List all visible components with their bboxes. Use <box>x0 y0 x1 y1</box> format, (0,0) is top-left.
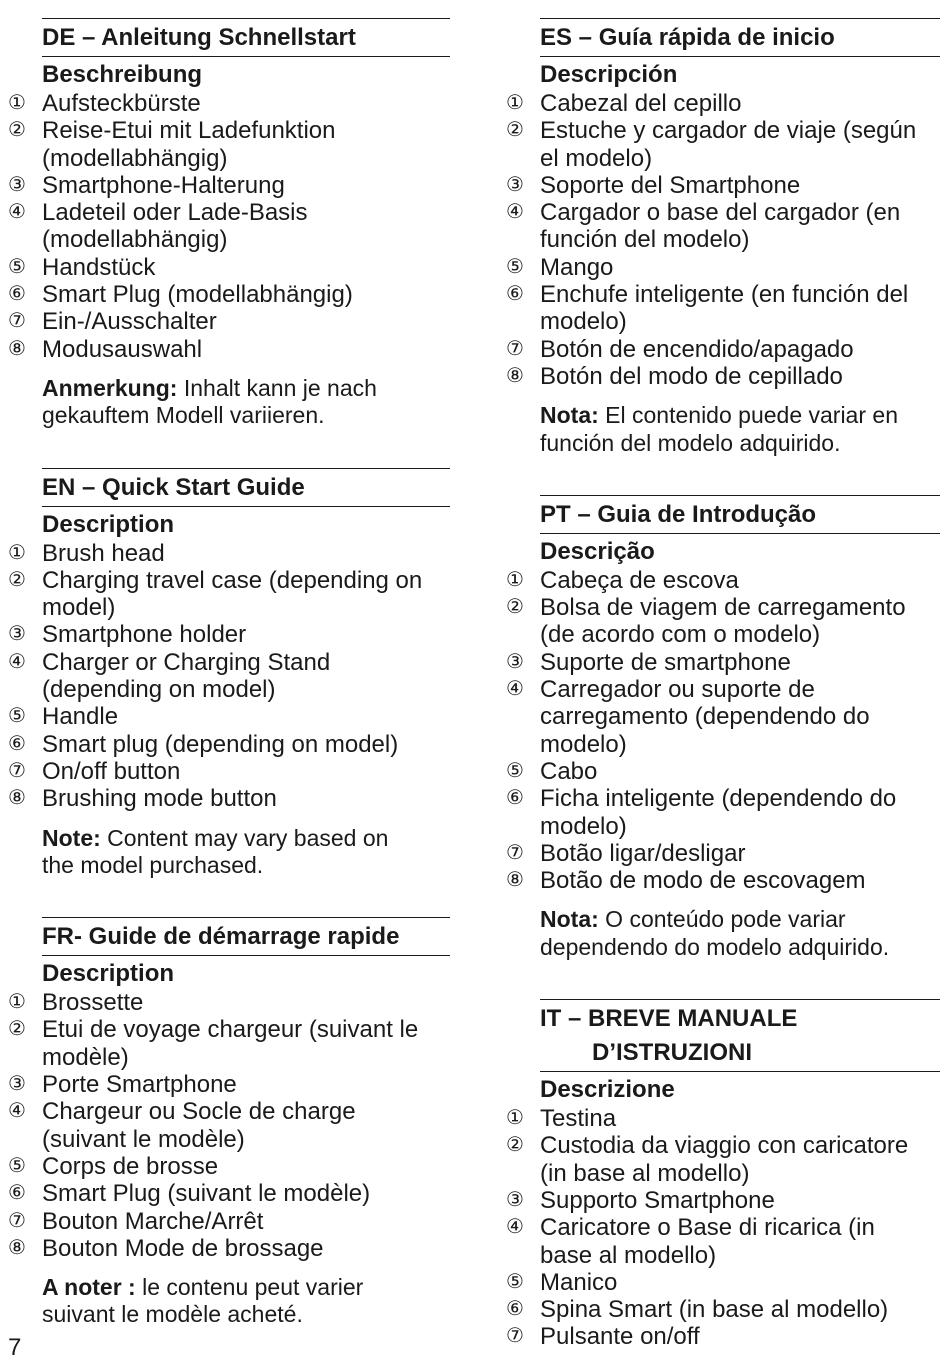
section-en <box>0 468 460 880</box>
list-item <box>506 335 950 363</box>
note-line <box>42 825 460 852</box>
note-text: le contenu peut varier <box>135 1274 364 1301</box>
item-number: ⑧ <box>8 787 26 810</box>
section-title-text: ES – Guía rápida de inicio <box>540 24 835 51</box>
list-item <box>506 117 950 172</box>
item-text-line: (modellabhängig) <box>42 226 228 254</box>
item-text-line: Modusauswahl <box>42 335 203 363</box>
section-title <box>42 18 450 57</box>
section-subtitle: Descrizione <box>540 1076 675 1104</box>
section-gap <box>0 879 460 917</box>
item-text-line: (depending on model) <box>42 676 276 704</box>
list-item <box>8 171 460 199</box>
item-number: ④ <box>506 678 524 701</box>
item-number: ③ <box>8 1073 26 1096</box>
item-number: ② <box>506 1134 524 1157</box>
list-item <box>8 1207 460 1235</box>
item-number: ④ <box>8 201 26 224</box>
item-number: ③ <box>8 173 26 196</box>
section-fr <box>0 917 460 1329</box>
note-line <box>42 852 460 879</box>
note <box>42 375 460 430</box>
note-text: the model purchased. <box>42 851 264 878</box>
item-number: ① <box>8 991 26 1014</box>
item-text-line: Smart Plug (suivant le modèle) <box>42 1180 371 1208</box>
list-item <box>506 1132 950 1187</box>
item-number: ⑥ <box>8 283 26 306</box>
item-number: ② <box>506 596 524 619</box>
item-text-line: Testina <box>540 1105 617 1133</box>
note-line <box>540 402 950 429</box>
note-line <box>42 375 460 402</box>
list-item <box>8 1016 460 1071</box>
item-number: ⑤ <box>506 1270 524 1293</box>
list-item <box>506 253 950 281</box>
list-item <box>8 621 460 649</box>
item-text-line: Aufsteckbürste <box>42 90 201 117</box>
item-text-line: Estuche y cargador de viaje (según <box>540 117 917 145</box>
item-number: ⑧ <box>8 1236 26 1259</box>
item-number: ⑥ <box>506 1298 524 1321</box>
item-text-line: Pulsante on/off <box>540 1323 700 1351</box>
note-line <box>42 402 460 429</box>
list-item <box>506 90 950 117</box>
list-item <box>506 594 950 649</box>
item-number: ② <box>506 119 524 142</box>
item-number: ③ <box>506 1188 524 1211</box>
note <box>540 402 950 457</box>
item-number: ③ <box>506 173 524 196</box>
list-item <box>8 90 460 117</box>
note-line <box>540 934 950 961</box>
note <box>42 1274 460 1329</box>
note-label: Nota: <box>540 906 599 933</box>
item-text-line: Cabeça de escova <box>540 566 739 594</box>
item-number: ⑦ <box>8 310 26 333</box>
item-number: ④ <box>506 1216 524 1239</box>
item-text-line: Cabo <box>540 757 598 785</box>
item-number: ⑦ <box>8 1209 26 1232</box>
parts-list <box>8 539 460 813</box>
item-number: ① <box>8 541 26 564</box>
left-column <box>0 18 460 1329</box>
item-text-line: Smartphone-Halterung <box>42 171 285 199</box>
item-number: ⑧ <box>8 337 26 360</box>
parts-list <box>8 989 460 1262</box>
note <box>540 906 950 961</box>
item-text-line: Botón del modo de cepillado <box>540 362 843 390</box>
item-text-line: Ein-/Ausschalter <box>42 308 217 336</box>
list-item <box>8 253 460 281</box>
item-text-line: Bouton Marche/Arrêt <box>42 1207 264 1235</box>
parts-list <box>8 90 460 363</box>
section-title <box>540 999 940 1072</box>
section-gap <box>498 457 950 495</box>
list-item <box>8 199 460 254</box>
item-text-line: Botão de modo de escovagem <box>540 867 866 895</box>
list-item <box>506 566 950 594</box>
list-item <box>8 730 460 758</box>
item-number: ⑤ <box>8 1154 26 1177</box>
item-text-line: Smart Plug (modellabhängig) <box>42 281 353 309</box>
item-text-line: modèle) <box>42 1043 129 1071</box>
item-number: ⑦ <box>506 337 524 360</box>
list-item <box>8 648 460 704</box>
item-number: ① <box>506 1107 524 1130</box>
list-item <box>506 648 950 676</box>
list-item <box>8 757 460 785</box>
list-item <box>506 1214 950 1269</box>
item-number: ⑥ <box>506 283 524 306</box>
item-number: ⑥ <box>506 787 524 810</box>
list-item <box>506 362 950 390</box>
note-label: Anmerkung: <box>42 374 178 401</box>
item-number: ⑦ <box>506 1325 524 1348</box>
note-line <box>540 430 950 457</box>
parts-list <box>506 566 950 895</box>
list-item <box>506 676 950 758</box>
item-number: ① <box>506 568 524 591</box>
item-text-line: Bouton Mode de brossage <box>42 1234 324 1262</box>
item-text-line: Botão ligar/desligar <box>540 839 746 867</box>
note-text: El contenido puede variar en <box>598 402 898 429</box>
right-column <box>498 18 950 1351</box>
item-text-line: función del modelo) <box>540 226 750 254</box>
item-text-line: (modellabhängig) <box>42 144 228 172</box>
item-text-line: Reise-Etui mit Ladefunktion <box>42 117 336 145</box>
list-item <box>506 839 950 867</box>
note <box>42 825 460 880</box>
note-text: suivant le modèle acheté. <box>42 1301 303 1328</box>
section-title <box>42 917 450 956</box>
item-text-line: base al modello) <box>540 1241 717 1269</box>
item-text-line: modelo) <box>540 730 627 758</box>
section-gap <box>498 961 950 999</box>
list-item <box>8 1180 460 1208</box>
list-item <box>506 1296 950 1324</box>
list-item <box>506 867 950 895</box>
note-line <box>540 906 950 933</box>
item-text-line: Charger or Charging Stand <box>42 648 331 676</box>
list-item <box>506 757 950 785</box>
item-text-line: Botón de encendido/apagado <box>540 335 854 363</box>
item-text-line: On/off button <box>42 757 181 785</box>
section-de <box>0 18 460 430</box>
item-text-line: Smartphone holder <box>42 621 247 649</box>
note-text: Content may vary based on <box>100 824 389 851</box>
section-title-text: IT – BREVE MANUALE <box>540 1005 798 1033</box>
item-text-line: model) <box>42 594 116 622</box>
item-text-line: Spina Smart (in base al modello) <box>540 1296 889 1324</box>
parts-list <box>506 90 950 390</box>
item-text-line: Porte Smartphone <box>42 1071 237 1099</box>
item-text-line: Manico <box>540 1268 618 1296</box>
item-text-line: Corps de brosse <box>42 1152 219 1180</box>
item-text-line: modelo) <box>540 308 627 336</box>
parts-list <box>506 1105 950 1351</box>
list-item <box>506 1105 950 1133</box>
item-text-line: carregamento (dependendo do <box>540 703 870 731</box>
list-item <box>8 539 460 567</box>
note-label: A noter : <box>42 1274 136 1301</box>
note-text: O conteúdo pode variar <box>598 906 846 933</box>
item-text-line: Chargeur ou Socle de charge <box>42 1098 356 1126</box>
item-number: ③ <box>8 623 26 646</box>
item-text-line: modelo) <box>540 812 627 840</box>
item-text-line: (in base al modello) <box>540 1159 750 1187</box>
item-text-line: Supporto Smartphone <box>540 1186 775 1214</box>
item-text-line: Caricatore o Base di ricarica (in <box>540 1214 875 1242</box>
list-item <box>8 117 460 172</box>
note-line <box>42 1274 460 1301</box>
section-subtitle: Beschreibung <box>42 61 203 88</box>
section-subtitle: Descrição <box>540 537 655 565</box>
list-item <box>8 566 460 622</box>
item-text-line: Brushing mode button <box>42 785 277 813</box>
list-item <box>8 335 460 363</box>
section-title <box>42 468 450 507</box>
item-text-line: Suporte de smartphone <box>540 648 791 676</box>
list-item <box>506 281 950 336</box>
item-number: ② <box>8 119 26 142</box>
section-es <box>498 18 950 457</box>
item-text-line: Etui de voyage chargeur (suivant le <box>42 1016 419 1044</box>
item-text-line: (suivant le modèle) <box>42 1125 245 1153</box>
section-pt <box>498 495 950 961</box>
item-number: ② <box>8 568 26 591</box>
item-text-line: Brush head <box>42 539 165 567</box>
list-item <box>8 1152 460 1180</box>
note-line <box>42 1301 460 1328</box>
list-item <box>8 1071 460 1099</box>
section-title <box>540 18 940 57</box>
list-item <box>506 1268 950 1296</box>
list-item <box>506 1323 950 1351</box>
list-item <box>8 703 460 731</box>
item-text-line: Cargador o base del cargador (en <box>540 199 901 227</box>
item-text-line: Custodia da viaggio con caricatore <box>540 1132 909 1160</box>
list-item <box>8 1234 460 1262</box>
item-text-line: Ladeteil oder Lade-Basis <box>42 199 308 227</box>
list-item <box>8 281 460 309</box>
section-it <box>498 999 950 1351</box>
note-text: gekauftem Modell variieren. <box>42 402 325 429</box>
item-number: ③ <box>506 650 524 673</box>
item-number: ⑦ <box>506 841 524 864</box>
item-text-line: el modelo) <box>540 144 653 172</box>
item-number: ⑤ <box>506 255 524 278</box>
item-number: ⑥ <box>8 1182 26 1205</box>
item-number: ⑤ <box>8 255 26 278</box>
item-text-line: Carregador ou suporte de <box>540 676 815 704</box>
item-number: ⑥ <box>8 732 26 755</box>
item-text-line: Brossette <box>42 989 144 1017</box>
section-title <box>540 495 940 534</box>
item-text-line: Cabezal del cepillo <box>540 90 742 117</box>
item-number: ⑧ <box>506 869 524 892</box>
item-number: ④ <box>8 1100 26 1123</box>
item-number: ④ <box>8 650 26 673</box>
item-number: ① <box>506 92 524 114</box>
item-text-line: Soporte del Smartphone <box>540 171 801 199</box>
item-text-line: Enchufe inteligente (en función del <box>540 281 909 309</box>
item-number: ⑧ <box>506 364 524 387</box>
item-number: ④ <box>506 201 524 224</box>
section-title-continuation: D’ISTRUZIONI <box>592 1039 752 1067</box>
section-title-text: FR- Guide de démarrage rapide <box>42 923 400 951</box>
note-label: Nota: <box>540 402 599 429</box>
list-item <box>506 1186 950 1214</box>
item-number: ⑦ <box>8 759 26 782</box>
item-number: ⑤ <box>506 759 524 782</box>
item-number: ⑤ <box>8 705 26 728</box>
item-text-line: Handle <box>42 703 119 731</box>
note-label: Note: <box>42 824 101 851</box>
item-number: ② <box>8 1018 26 1041</box>
item-text-line: Charging travel case (depending on <box>42 566 423 594</box>
section-title-text: PT – Guia de Introdução <box>540 500 817 528</box>
list-item <box>506 785 950 840</box>
item-text-line: Bolsa de viagem de carregamento <box>540 594 906 622</box>
section-gap <box>0 430 460 468</box>
list-item <box>506 199 950 254</box>
list-item <box>506 171 950 199</box>
list-item <box>8 785 460 813</box>
item-text-line: Mango <box>540 253 614 281</box>
list-item <box>8 989 460 1017</box>
item-text-line: (de acordo com o modelo) <box>540 621 821 649</box>
note-text: función del modelo adquirido. <box>540 429 841 456</box>
list-item <box>8 308 460 336</box>
list-item <box>8 1098 460 1153</box>
item-number: ① <box>8 92 26 114</box>
note-text: Inhalt kann je nach <box>177 374 377 401</box>
section-subtitle: Descripción <box>540 61 678 88</box>
section-subtitle: Description <box>42 510 175 538</box>
section-subtitle: Description <box>42 960 175 988</box>
section-title-text: DE – Anleitung Schnellstart <box>42 24 356 51</box>
item-text-line: Ficha inteligente (dependendo do <box>540 785 897 813</box>
section-title-text: EN – Quick Start Guide <box>42 473 305 501</box>
note-text: dependendo do modelo adquirido. <box>540 933 890 960</box>
page-number: 7 <box>8 1334 22 1361</box>
item-text-line: Smart plug (depending on model) <box>42 730 399 758</box>
item-text-line: Handstück <box>42 253 156 281</box>
